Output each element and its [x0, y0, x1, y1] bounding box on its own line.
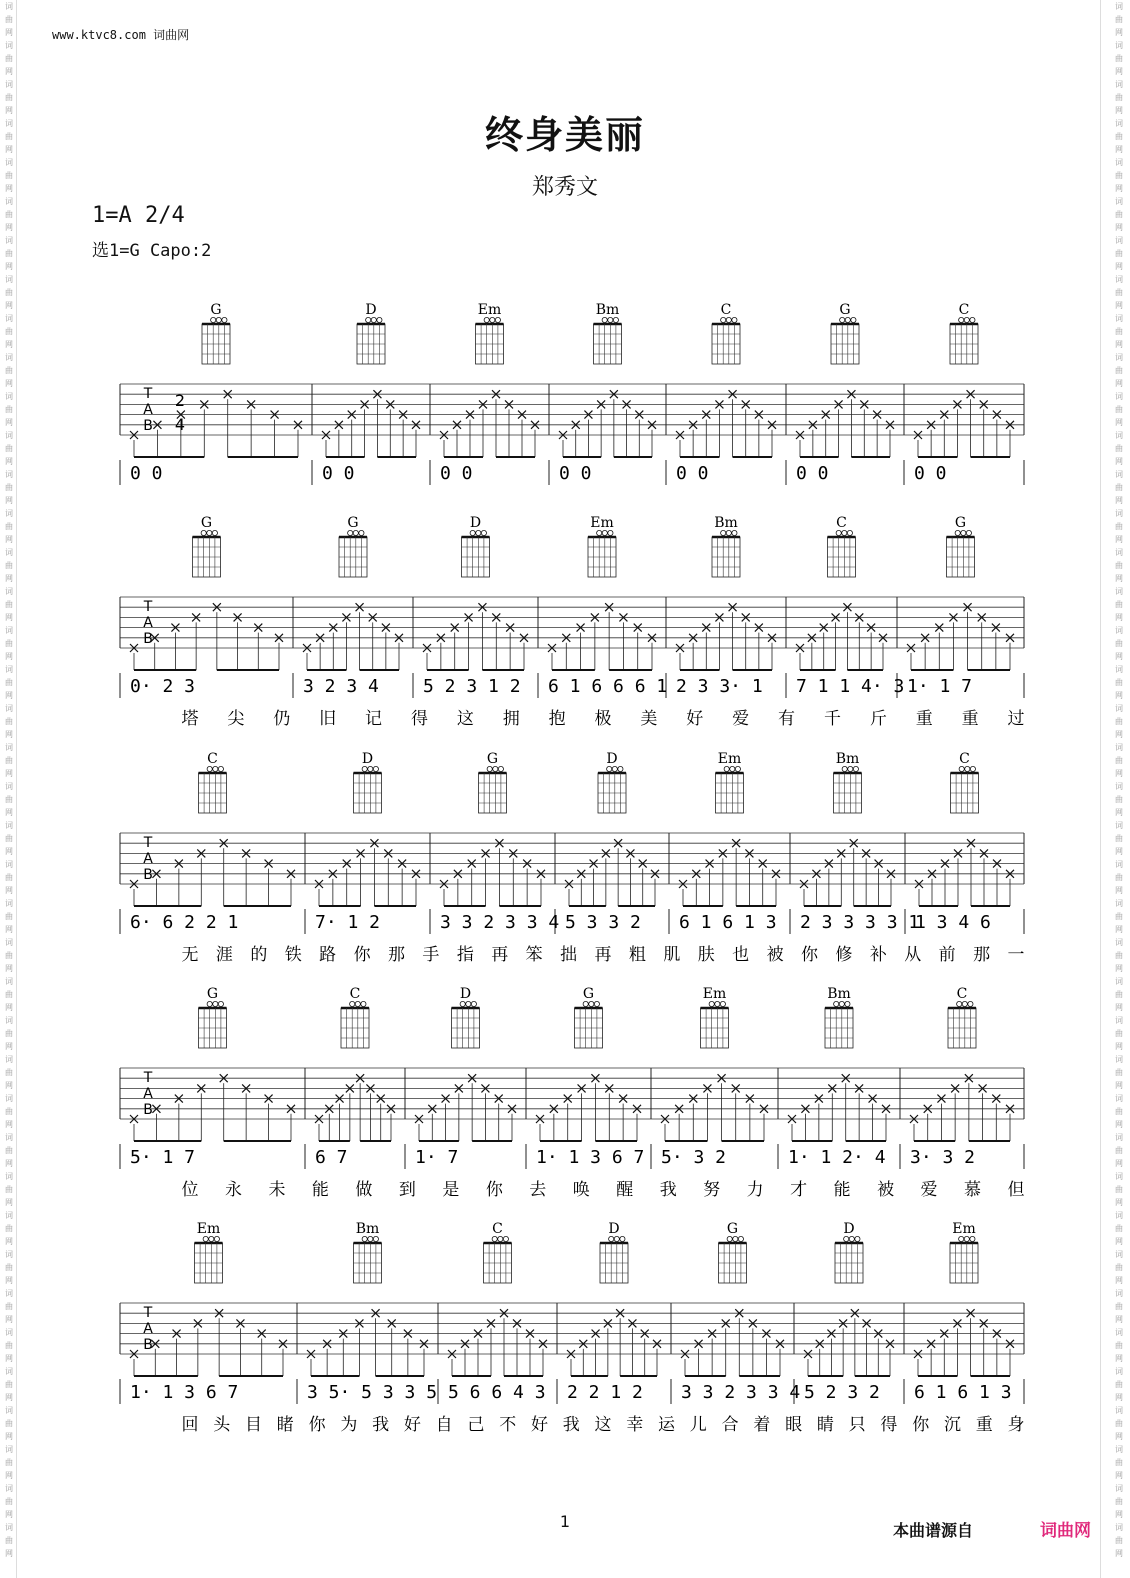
numbered-notation: 5· 3 2 [661, 1147, 727, 1168]
lyric-character: 从 [904, 945, 922, 965]
lyric-character: 你 [353, 945, 371, 965]
lyric-character: 爱 [920, 1180, 938, 1200]
numbered-notation: 6 7 [315, 1147, 348, 1168]
numbered-notation: 3 5· 5 3 3 5 [307, 1382, 438, 1403]
lyric-character: 这 [594, 1415, 612, 1435]
tab-clef-letter: T [143, 599, 153, 615]
chord-open-string-mark [845, 1001, 850, 1006]
lyric-character: 补 [869, 945, 887, 965]
chord-name: Em [590, 515, 614, 531]
chord-open-string-mark [849, 1236, 854, 1241]
chord-open-string-mark [361, 1001, 366, 1006]
numbered-notation: 5 2 3 2 [804, 1382, 880, 1403]
numbered-notation: 6 1 6 6 6 1 [548, 676, 668, 697]
numbered-notation: 0 0 [914, 463, 947, 484]
numbered-notation: 7 1 1 4· 3 [796, 676, 905, 697]
numbered-notation: 5· 1 7 [130, 1147, 196, 1168]
lyric-character: 未 [268, 1180, 286, 1200]
tab-clef-letter: A [143, 615, 153, 631]
lyric-character: 被 [877, 1180, 895, 1200]
lyric-character: 才 [790, 1180, 808, 1200]
chord-open-string-mark [466, 1001, 471, 1006]
tab-clef-letter: T [143, 386, 153, 402]
numbered-notation: 0 0 [322, 463, 355, 484]
chord-open-string-mark [614, 1236, 619, 1241]
chord-name: D [469, 515, 482, 531]
lyric-character: 那 [973, 945, 991, 965]
chord-open-string-mark [583, 1001, 588, 1006]
chord-open-string-mark [487, 766, 492, 771]
numbered-notation: 5 2 3 1 2 [423, 676, 521, 697]
tab-clef-letter: B [143, 631, 153, 647]
chord-open-string-mark [362, 1236, 367, 1241]
chord-name: C [720, 302, 732, 318]
chord-open-string-mark [970, 1236, 975, 1241]
chord-open-string-mark [589, 1001, 594, 1006]
lyric-character: 沉 [943, 1415, 961, 1435]
tab-clef-letter: T [143, 1305, 153, 1321]
chord-open-string-mark [962, 1001, 967, 1006]
lyric-character: 合 [721, 1415, 739, 1435]
chord-name: G [726, 1221, 739, 1237]
chord-open-string-mark [620, 1236, 625, 1241]
lyric-character: 仍 [273, 709, 291, 729]
numbered-notation: 1· 1 3 6 7 [130, 1382, 239, 1403]
numbered-notation: 3 3 2 3 3 4 [440, 912, 560, 933]
chord-open-string-mark [218, 766, 223, 771]
lyric-character: 眼 [785, 1415, 803, 1435]
tab-clef-letter: B [143, 867, 153, 883]
chord-open-string-mark [957, 1001, 962, 1006]
chord-name: Em [952, 1221, 976, 1237]
lyric-character: 一 [1007, 945, 1025, 965]
numbered-notation: 5 3 3 2 [565, 912, 641, 933]
chord-name: G [486, 751, 499, 767]
chord-name: Bm [835, 751, 860, 767]
lyric-character: 力 [746, 1180, 764, 1200]
chord-open-string-mark [481, 530, 486, 535]
lyric-character: 我 [372, 1415, 390, 1435]
chord-open-string-mark [609, 1236, 614, 1241]
lyric-character: 那 [388, 945, 405, 965]
lyric-character: 努 [703, 1180, 721, 1200]
lyric-character: 旧 [319, 709, 337, 729]
lyric-character: 我 [562, 1415, 580, 1435]
chord-open-string-mark [851, 317, 856, 322]
chord-open-string-mark [968, 1001, 973, 1006]
lyric-character: 不 [499, 1415, 517, 1435]
lyric-character: 为 [340, 1415, 358, 1435]
chord-open-string-mark [355, 1001, 360, 1006]
chord-open-string-mark [844, 1236, 849, 1241]
lyric-character: 无 [181, 945, 199, 965]
chord-open-string-mark [368, 766, 373, 771]
chord-open-string-mark [726, 530, 731, 535]
chord-name: Em [477, 302, 502, 318]
chord-open-string-mark [594, 1001, 599, 1006]
chord-open-string-mark [498, 766, 503, 771]
lyric-character: 斤 [869, 709, 887, 729]
numbered-notation: 3· 3 2 [910, 1147, 976, 1168]
lyric-character: 指 [456, 945, 474, 965]
chord-open-string-mark [470, 530, 475, 535]
lyric-character: 能 [311, 1180, 329, 1200]
source-label: 本曲谱源自 [893, 1521, 974, 1540]
chord-open-string-mark [836, 530, 841, 535]
chord-open-string-mark [959, 1236, 964, 1241]
chord-name: G [200, 515, 213, 531]
chord-open-string-mark [965, 766, 970, 771]
chord-open-string-mark [847, 530, 852, 535]
chord-open-string-mark [207, 530, 212, 535]
site-url: www.ktvc8.com 词曲网 [52, 28, 190, 42]
lyric-character: 但 [1007, 1180, 1025, 1200]
lyric-character: 自 [435, 1415, 453, 1435]
chord-name: Bm [827, 986, 851, 1002]
tab-clef-letter: T [143, 835, 153, 851]
lyric-character: 美 [640, 709, 658, 729]
chord-open-string-mark [373, 766, 378, 771]
chord-open-string-mark [471, 1001, 476, 1006]
lyric-character: 你 [308, 1415, 326, 1435]
lyric-character: 能 [833, 1180, 851, 1200]
lyric-character: 得 [410, 709, 428, 729]
chord-open-string-mark [721, 530, 726, 535]
chord-name: C [836, 515, 847, 531]
chord-open-string-mark [602, 530, 607, 535]
lyric-character: 位 [181, 1180, 199, 1200]
chord-open-string-mark [842, 530, 847, 535]
numbered-notation: 0 0 [130, 463, 163, 484]
lyric-character: 路 [319, 945, 337, 965]
chord-open-string-mark [212, 530, 217, 535]
lyric-character: 只 [848, 1415, 866, 1435]
lyric-character: 运 [658, 1415, 676, 1435]
chord-name: G [347, 515, 359, 531]
chord-open-string-mark [855, 1236, 860, 1241]
numbered-notation: 5 6 6 4 3 [448, 1382, 546, 1403]
chord-name: Em [196, 1221, 221, 1237]
song-artist: 郑秀文 [531, 175, 598, 200]
lyric-character: 身 [1007, 1415, 1025, 1435]
chord-name: G [206, 986, 219, 1002]
lyric-character: 着 [753, 1415, 771, 1435]
numbered-notation: 1· 1 7 [907, 676, 973, 697]
chord-open-string-mark [493, 766, 498, 771]
numbered-notation: 2 3 3 3 3 1 [800, 912, 920, 933]
chord-open-string-mark [961, 530, 966, 535]
chord-open-string-mark [460, 1001, 465, 1006]
chord-name: C [207, 751, 218, 767]
lyric-character: 永 [224, 1180, 242, 1200]
chord-open-string-mark [738, 1236, 743, 1241]
chord-open-string-mark [730, 766, 735, 771]
lyric-character: 儿 [689, 1415, 707, 1435]
numbered-notation: 6 1 6 1 3 [679, 912, 777, 933]
chord-open-string-mark [613, 317, 618, 322]
numbered-notation: 1· 1 2· 4 [788, 1147, 886, 1168]
chord-open-string-mark [348, 530, 353, 535]
lyric-character: 我 [659, 1180, 677, 1200]
lyric-character: 你 [912, 1415, 930, 1435]
lyric-character: 过 [1007, 709, 1025, 729]
chord-open-string-mark [209, 1236, 214, 1241]
lyric-character: 醒 [616, 1180, 634, 1200]
chord-open-string-mark [207, 766, 212, 771]
chord-open-string-mark [970, 766, 975, 771]
chord-open-string-mark [214, 1236, 219, 1241]
chord-open-string-mark [840, 317, 845, 322]
chord-open-string-mark [834, 1001, 839, 1006]
chord-open-string-mark [608, 530, 613, 535]
chord-name: G [582, 986, 595, 1002]
numbered-notation: 0 0 [676, 463, 709, 484]
chord-name: C [959, 751, 970, 767]
tab-clef-letter: T [143, 1070, 153, 1086]
chord-open-string-mark [608, 317, 613, 322]
tab-clef-letter: B [143, 418, 153, 434]
lyric-character: 唤 [572, 1180, 590, 1200]
chord-name: C [492, 1221, 503, 1237]
lyric-character: 幸 [626, 1415, 644, 1435]
lyric-character: 肌 [663, 945, 681, 965]
chord-open-string-mark [498, 1236, 503, 1241]
chord-name: D [608, 1221, 620, 1237]
chord-open-string-mark [377, 317, 382, 322]
chord-open-string-mark [964, 317, 969, 322]
chord-open-string-mark [607, 766, 612, 771]
lyric-character: 做 [355, 1180, 373, 1200]
lyric-character: 被 [766, 945, 784, 965]
chord-open-string-mark [839, 1001, 844, 1006]
chord-open-string-mark [359, 530, 364, 535]
tab-clef-letter: A [143, 851, 153, 867]
tab-clef-letter: B [143, 1102, 153, 1118]
numbered-notation: 0 0 [796, 463, 829, 484]
numbered-notation: 6· 6 2 2 1 [130, 912, 239, 933]
chord-open-string-mark [216, 317, 221, 322]
lyric-character: 好 [403, 1415, 421, 1435]
lyric-character: 慕 [964, 1180, 982, 1200]
time-signature-bottom: 4 [174, 415, 186, 434]
numbered-notation: 1· 7 [415, 1147, 459, 1168]
chord-open-string-mark [709, 1001, 714, 1006]
chord-name: G [954, 515, 967, 531]
numbered-notation: 1 3 4 6 [915, 912, 991, 933]
chord-open-string-mark [213, 1001, 218, 1006]
chord-open-string-mark [203, 1236, 208, 1241]
key-time-signature: 1=A 2/4 [92, 203, 185, 228]
chord-open-string-mark [848, 766, 853, 771]
chord-open-string-mark [715, 1001, 720, 1006]
lyric-character: 再 [491, 945, 509, 965]
chord-open-string-mark [732, 317, 737, 322]
lyric-character: 去 [529, 1180, 547, 1200]
right-watermark-strip: 词 曲 网 词 曲 网 词 曲 网 词 曲 网 词 曲 网 词 曲 网 词 曲 网 词 曲 网 词 曲 网 词 曲 网 词 曲 网 词 曲 网 词 曲 网 词 曲 网 词 曲 网 词 曲 网 词 曲 网 词 曲 网 词 曲 网 词 曲 网 词 曲 网 词 曲 网 词 曲 网 词 曲 网 词 曲 网 词 曲 网 词 曲 网 词 曲 网 词 曲 网 词 曲 网 词 曲 网 词 曲 网 词 曲 网 词 曲 网 词 曲 网 词 曲 网 词 曲 网 词 曲 网 词 曲 网 词 曲 网 [1115, 2, 1123, 1558]
numbered-notation: 0 0 [440, 463, 473, 484]
numbered-notation: 2 3 3· 1 [676, 676, 763, 697]
lyric-character: 涯 [215, 945, 233, 965]
chord-name: G [839, 302, 851, 318]
chord-name: C [958, 302, 970, 318]
tab-clef-letter: A [143, 1086, 153, 1102]
chord-open-string-mark [726, 317, 731, 322]
chord-name: D [361, 751, 374, 767]
lyric-character: 到 [398, 1180, 416, 1200]
chord-open-string-mark [490, 317, 495, 322]
chord-name: G [210, 302, 222, 318]
chord-open-string-mark [721, 317, 726, 322]
lyric-character: 前 [938, 945, 956, 965]
chord-name: D [365, 302, 377, 318]
lyric-character: 笨 [525, 945, 543, 965]
brand-logo-text: 词曲网 [1040, 1521, 1091, 1541]
numbered-notation: 7· 1 2 [315, 912, 381, 933]
chord-open-string-mark [476, 530, 481, 535]
chord-open-string-mark [733, 1236, 738, 1241]
lyric-character: 好 [686, 709, 704, 729]
lyric-character: 重 [961, 709, 979, 729]
song-title: 终身美丽 [484, 113, 645, 157]
chord-name: C [349, 986, 361, 1002]
chord-open-string-mark [211, 317, 216, 322]
chord-open-string-mark [484, 317, 489, 322]
lyric-character: 重 [975, 1415, 993, 1435]
chord-name: D [459, 986, 472, 1002]
chord-open-string-mark [853, 766, 858, 771]
numbered-notation: 2 2 1 2 [567, 1382, 643, 1403]
lyric-character: 肤 [697, 945, 715, 965]
lyric-character: 睛 [816, 1415, 834, 1435]
lyric-character: 千 [823, 709, 841, 729]
lyric-character: 修 [835, 945, 853, 965]
lyric-character: 记 [365, 709, 383, 729]
page-number: 1 [559, 1512, 571, 1531]
lyric-character: 极 [594, 709, 612, 729]
chord-name: Bm [714, 515, 738, 531]
chord-name: Em [717, 751, 742, 767]
chord-open-string-mark [724, 766, 729, 771]
chord-open-string-mark [213, 766, 218, 771]
time-signature-top: 2 [174, 391, 186, 410]
chord-open-string-mark [618, 766, 623, 771]
lyric-character: 睹 [276, 1415, 294, 1435]
numbered-notation: 6 1 6 1 3 [914, 1382, 1012, 1403]
lyric-character: 有 [778, 709, 796, 729]
lyric-character: 得 [880, 1415, 898, 1435]
lyric-character: 己 [467, 1415, 485, 1435]
chord-open-string-mark [201, 530, 206, 535]
chord-open-string-mark [597, 530, 602, 535]
lyric-character: 爱 [732, 709, 750, 729]
chord-open-string-mark [366, 317, 371, 322]
chord-open-string-mark [222, 317, 227, 322]
lyric-character: 手 [422, 945, 440, 965]
chord-open-string-mark [735, 766, 740, 771]
chord-open-string-mark [966, 530, 971, 535]
lyric-character: 你 [801, 945, 818, 965]
chord-open-string-mark [720, 1001, 725, 1006]
tab-clef-letter: A [143, 402, 153, 418]
chord-name: Em [702, 986, 727, 1002]
lyric-character: 好 [530, 1415, 548, 1435]
chord-name: D [606, 751, 618, 767]
lyric-character: 拥 [502, 709, 520, 729]
chord-open-string-mark [727, 1236, 732, 1241]
tab-clef-letter: A [143, 1321, 153, 1337]
chord-open-string-mark [495, 317, 500, 322]
chord-open-string-mark [602, 317, 607, 322]
chord-open-string-mark [362, 766, 367, 771]
chord-name: Bm [355, 1221, 380, 1237]
lyric-character: 尖 [227, 709, 245, 729]
chord-open-string-mark [964, 1236, 969, 1241]
lyric-character: 也 [732, 945, 750, 965]
chord-open-string-mark [350, 1001, 355, 1006]
left-watermark-strip: 词 曲 网 词 曲 网 词 曲 网 词 曲 网 词 曲 网 词 曲 网 词 曲 网 词 曲 网 词 曲 网 词 曲 网 词 曲 网 词 曲 网 词 曲 网 词 曲 网 词 曲 网 词 曲 网 词 曲 网 词 曲 网 词 曲 网 词 曲 网 词 曲 网 词 曲 网 词 曲 网 词 曲 网 词 曲 网 词 曲 网 词 曲 网 词 曲 网 词 曲 网 词 曲 网 词 曲 网 词 曲 网 词 曲 网 词 曲 网 词 曲 网 词 曲 网 词 曲 网 词 曲 网 词 曲 网 词 曲 网 [5, 2, 13, 1558]
chord-open-string-mark [492, 1236, 497, 1241]
lyric-character: 头 [213, 1415, 231, 1435]
lyric-character: 拙 [560, 945, 578, 965]
chord-name: D [843, 1221, 855, 1237]
numbered-notation: 3 2 3 4 [303, 676, 379, 697]
chord-open-string-mark [959, 317, 964, 322]
lyric-character: 抱 [548, 709, 566, 729]
chord-open-string-mark [207, 1001, 212, 1006]
lyric-character: 塔 [181, 709, 199, 729]
chord-open-string-mark [373, 1236, 378, 1241]
lyric-character: 的 [250, 945, 268, 965]
chord-open-string-mark [955, 530, 960, 535]
numbered-notation: 1· 1 3 6 7 [536, 1147, 645, 1168]
chord-open-string-mark [959, 766, 964, 771]
lyric-character: 是 [442, 1180, 460, 1200]
chord-open-string-mark [368, 1236, 373, 1241]
chord-name: Bm [595, 302, 620, 318]
chord-open-string-mark [218, 1001, 223, 1006]
numbered-notation: 3 3 2 3 3 4 [681, 1382, 801, 1403]
lyric-character: 这 [456, 709, 474, 729]
chord-open-string-mark [503, 1236, 508, 1241]
capo-note: 选1=G Capo:2 [92, 241, 212, 261]
lyric-character: 粗 [628, 945, 646, 965]
chord-open-string-mark [353, 530, 358, 535]
chord-name: C [956, 986, 968, 1002]
lyric-character: 目 [245, 1415, 263, 1435]
chord-open-string-mark [732, 530, 737, 535]
chord-open-string-mark [845, 317, 850, 322]
lyric-character: 重 [915, 709, 933, 729]
lyric-character: 你 [485, 1180, 503, 1200]
lyric-character: 回 [181, 1415, 199, 1435]
chord-open-string-mark [371, 317, 376, 322]
lyric-character: 再 [594, 945, 612, 965]
numbered-notation: 0 0 [559, 463, 592, 484]
chord-open-string-mark [612, 766, 617, 771]
tab-clef-letter: B [143, 1337, 153, 1353]
chord-open-string-mark [970, 317, 975, 322]
numbered-notation: 0· 2 3 [130, 676, 196, 697]
chord-open-string-mark [842, 766, 847, 771]
lyric-character: 铁 [284, 945, 302, 965]
